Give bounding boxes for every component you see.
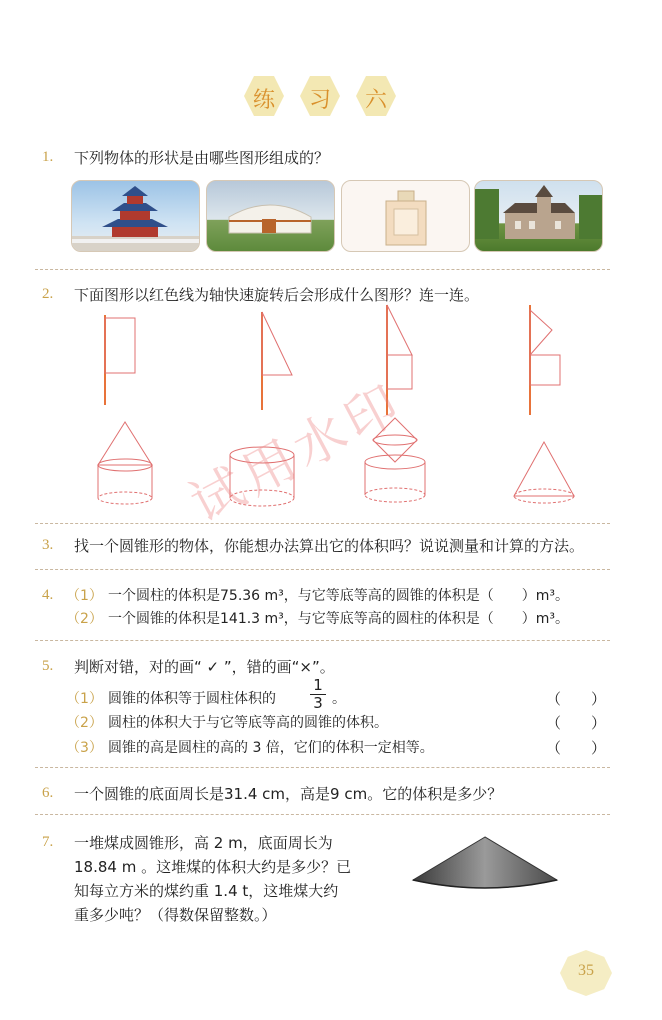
yurt-icon [207, 181, 334, 251]
q3-number: 3. [42, 537, 54, 553]
title-char-2: 习 [308, 88, 331, 113]
q2-number: 2. [42, 286, 54, 302]
coal-pile-cone-icon [410, 832, 560, 900]
q1-text: 下列物体的形状是由哪些图形组成的？ [74, 149, 330, 167]
yurt-photo [206, 180, 335, 252]
solid-cone [514, 442, 574, 503]
q4-2-number: （2） [66, 611, 103, 627]
temple-icon [72, 181, 199, 251]
q2-text: 下面图形以红色线为轴快速旋转后会形成什么图形？连一连。 [74, 286, 480, 304]
q5-2-answer-paren[interactable]: （ ） [546, 714, 607, 732]
fraction [310, 677, 326, 712]
q7-line-2: 18.84 m 。这堆煤的体积大约是多少？已 [74, 858, 352, 876]
perfume-bottle-icon [342, 181, 469, 251]
separator [35, 640, 610, 641]
q5-number: 5. [42, 658, 54, 674]
q7-line-3: 知每立方米的煤约重 1.4 t，这堆煤大约 [74, 882, 339, 900]
house-icon [475, 181, 602, 251]
title-char-1: 练 [252, 88, 275, 113]
q5-2-text: 圆柱的体积大于与它等底等高的圆锥的体积。 [108, 715, 388, 731]
temple-photo [71, 180, 200, 252]
q5-3-answer-paren[interactable]: （ ） [546, 739, 607, 757]
q5-1-number: （1） [66, 691, 103, 707]
separator [35, 569, 610, 570]
q4-2-text: 一个圆锥的体积是141.3 m³，与它等底等高的圆柱的体积是（ ）m³。 [108, 611, 570, 627]
figure-b [262, 312, 292, 410]
q6-number: 6. [42, 785, 54, 801]
q5-2-number: （2） [66, 715, 103, 731]
q7-line-1: 一堆煤成圆锥形，高 2 m，底面周长为 [74, 834, 333, 852]
perfume-bottle-photo [341, 180, 470, 252]
figure-d [530, 305, 560, 415]
separator [35, 269, 610, 270]
q7-line-4: 重多少吨？（得数保留整数。） [74, 906, 277, 924]
title-char-3: 六 [364, 88, 387, 113]
house-photo [474, 180, 603, 252]
q4-number: 4. [42, 587, 54, 603]
page-number: 35 [578, 962, 594, 979]
q5-3-text: 圆锥的高是圆柱的高的 3 倍，它们的体积一定相等。 [108, 740, 434, 756]
separator [35, 814, 610, 815]
separator [35, 523, 610, 524]
q3-text: 找一个圆锥形的物体，你能想办法算出它的体积吗？说说测量和计算的方法。 [74, 537, 585, 555]
q5-3-number: （3） [66, 740, 103, 756]
separator [35, 767, 610, 768]
fraction-numerator: 1 [310, 677, 326, 695]
solid-cone-cylinder [98, 422, 152, 504]
q7-number: 7. [42, 834, 54, 850]
q5-1-answer-paren[interactable]: （ ） [546, 690, 607, 708]
q4-1-text: 一个圆柱的体积是75.36 m³，与它等底等高的圆锥的体积是（ ）m³。 [108, 588, 570, 604]
q6-text: 一个圆锥的底面周长是31.4 cm，高是9 cm。它的体积是多少？ [74, 785, 503, 803]
q1-number: 1. [42, 149, 54, 165]
watermark-text: 试用水印 [181, 372, 415, 535]
figure-a [105, 315, 135, 405]
q5-1-text: 圆锥的体积等于圆柱体积的 [108, 691, 276, 707]
q5-text: 判断对错，对的画“ ✓ ”，错的画“×”。 [74, 658, 335, 676]
fraction-denominator: 3 [313, 694, 323, 712]
q4-1-number: （1） [66, 588, 103, 604]
q5-1-tail: 。 [332, 691, 346, 707]
